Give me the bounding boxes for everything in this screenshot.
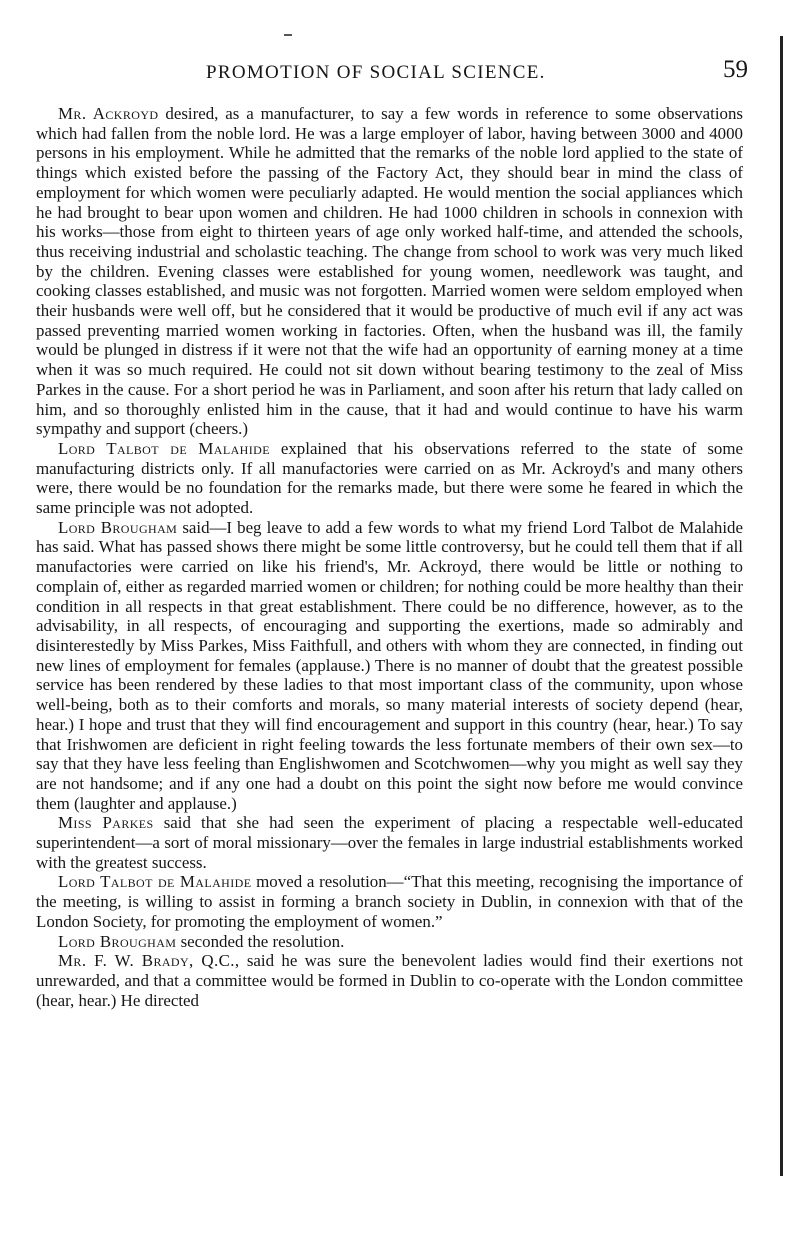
paragraph-text: said—I beg leave to add a few words to what my friend Lord Talbot de Malahide has said. What has passed shows there might be some little controversy, but he could tell them that if all manufactories were carried on like his friend's, Mr. Ackroyd, there would be little or nothing to complain of, either as regarded married women or children; for nothing could be more healthy than their condition in all respects in that great establishment. There could be no difference, however, as to the advisability, in all respects, of encouraging and supporting the exertions, made so admirably and disinterestedly by Miss Parkes, Miss Faithfull, and others with whom they are connected, in finding out new lines of employment for females (applause.) There is no manner of doubt that the greatest possible service has been rendered by these ladies to that most important class of the community, upon whose well-being, both as to their comforts and morals, so many material interests of society depend (hear, hear.) I hope and trust that they will find encouragement and support in this country (hear, hear.) To say that Irishwomen are deficient in right feeling towards the less fortunate members of their own sex—to say that they have less feeling than Englishwomen and Scotchwomen—why you might as well say they are not handsome; and if any one had a doubt on this point the sight now before me would convince them (laughter and applause.) bbox=[36, 517, 743, 813]
paragraph-text: explained that his observations referred to the state of some manufacturing districts only. If all manufactories were carried on as Mr. Ackroyd's and many others were, there would be no foundation for the remarks made, but there were some he feared in which the same principle was not adopted. bbox=[36, 438, 743, 518]
paragraph-brady bbox=[36, 951, 743, 1010]
paragraph-text: said he was sure the benevolent ladies would find their exertions not unrewarded, and that a committee would be formed in Dublin to co-operate with the London committee (hear, hear.) He directed bbox=[36, 951, 743, 1010]
page-header bbox=[36, 56, 748, 92]
paragraph-text: moved a resolution—“That this meeting, recognising the importance of the meeting, is willing to assist in forming a branch society in Dublin, in connexion with that of the London Society, for promoting the employment of women.” bbox=[36, 872, 743, 931]
body-text bbox=[36, 104, 743, 1010]
speaker-name: Lord Talbot de Malahide bbox=[58, 872, 252, 892]
paragraph-text: said that she had seen the experiment of placing a respectable well-educated superintendent—a sort of moral missionary—over the females in large industrial establishments worked with the greatest success. bbox=[36, 813, 743, 872]
speaker-name: Lord Brougham bbox=[58, 517, 178, 537]
speaker-name: Lord Brougham bbox=[58, 931, 177, 951]
paragraph-brougham-speech bbox=[36, 518, 743, 814]
page-number: 59 bbox=[723, 56, 748, 83]
paragraph-parkes bbox=[36, 813, 743, 872]
running-title: PROMOTION OF SOCIAL SCIENCE. bbox=[206, 62, 546, 83]
page-top-mark bbox=[284, 34, 292, 36]
speaker-name: Miss Parkes bbox=[58, 813, 154, 833]
paragraph-ackroyd bbox=[36, 104, 743, 439]
speaker-name: Lord Talbot de Malahide bbox=[58, 438, 270, 458]
page-edge-rule bbox=[780, 36, 783, 1176]
paragraph-talbot-resolution bbox=[36, 872, 743, 931]
speaker-name: Mr. Ackroyd bbox=[58, 104, 159, 123]
paragraph-talbot-explanation bbox=[36, 439, 743, 518]
paragraph-text: seconded the resolution. bbox=[180, 931, 345, 951]
paragraph-text: desired, as a manufacturer, to say a few words in reference to some observations which had fallen from the noble lord. He was a large employer of labor, having between 3000 and 4000 persons in his employment. While he admitted that the remarks of the noble lord applied to the state of things which existed before the passing of the Factory Act, they should bear in mind the class of employment for which women were peculiarly adapted. He would mention the social appliances which he had brought to bear upon women and children. He had 1000 children in schools in connexion with his works—those from eight to thirteen years of age only worked half-time, and attended the schools, thus receiving industrial and scholastic teaching. The change from school to work was very much liked by the children. Evening classes were established for young women, needlework was taught, and cooking classes established, and music was not forgotten. Married women were seldom employed when their husbands were well off, but he considered that it would be productive of much evil if any act was passed preventing married women working in factories. Often, when the husband was ill, the family would be plunged in distress if it were not that the wife had an opportunity of earning money at a time when it was so much required. He could not sit down without bearing testimony to the zeal of Miss Parkes in the cause. For a short period he was in Parliament, and soon after his return that lady called on him, and so thoroughly enlisted him in the cause, that it had and would continue to have his warm sympathy and support (cheers.) bbox=[36, 104, 743, 439]
speaker-name: Mr. F. W. Brady, Q.C., bbox=[58, 951, 240, 971]
paragraph-brougham-second bbox=[36, 932, 743, 952]
